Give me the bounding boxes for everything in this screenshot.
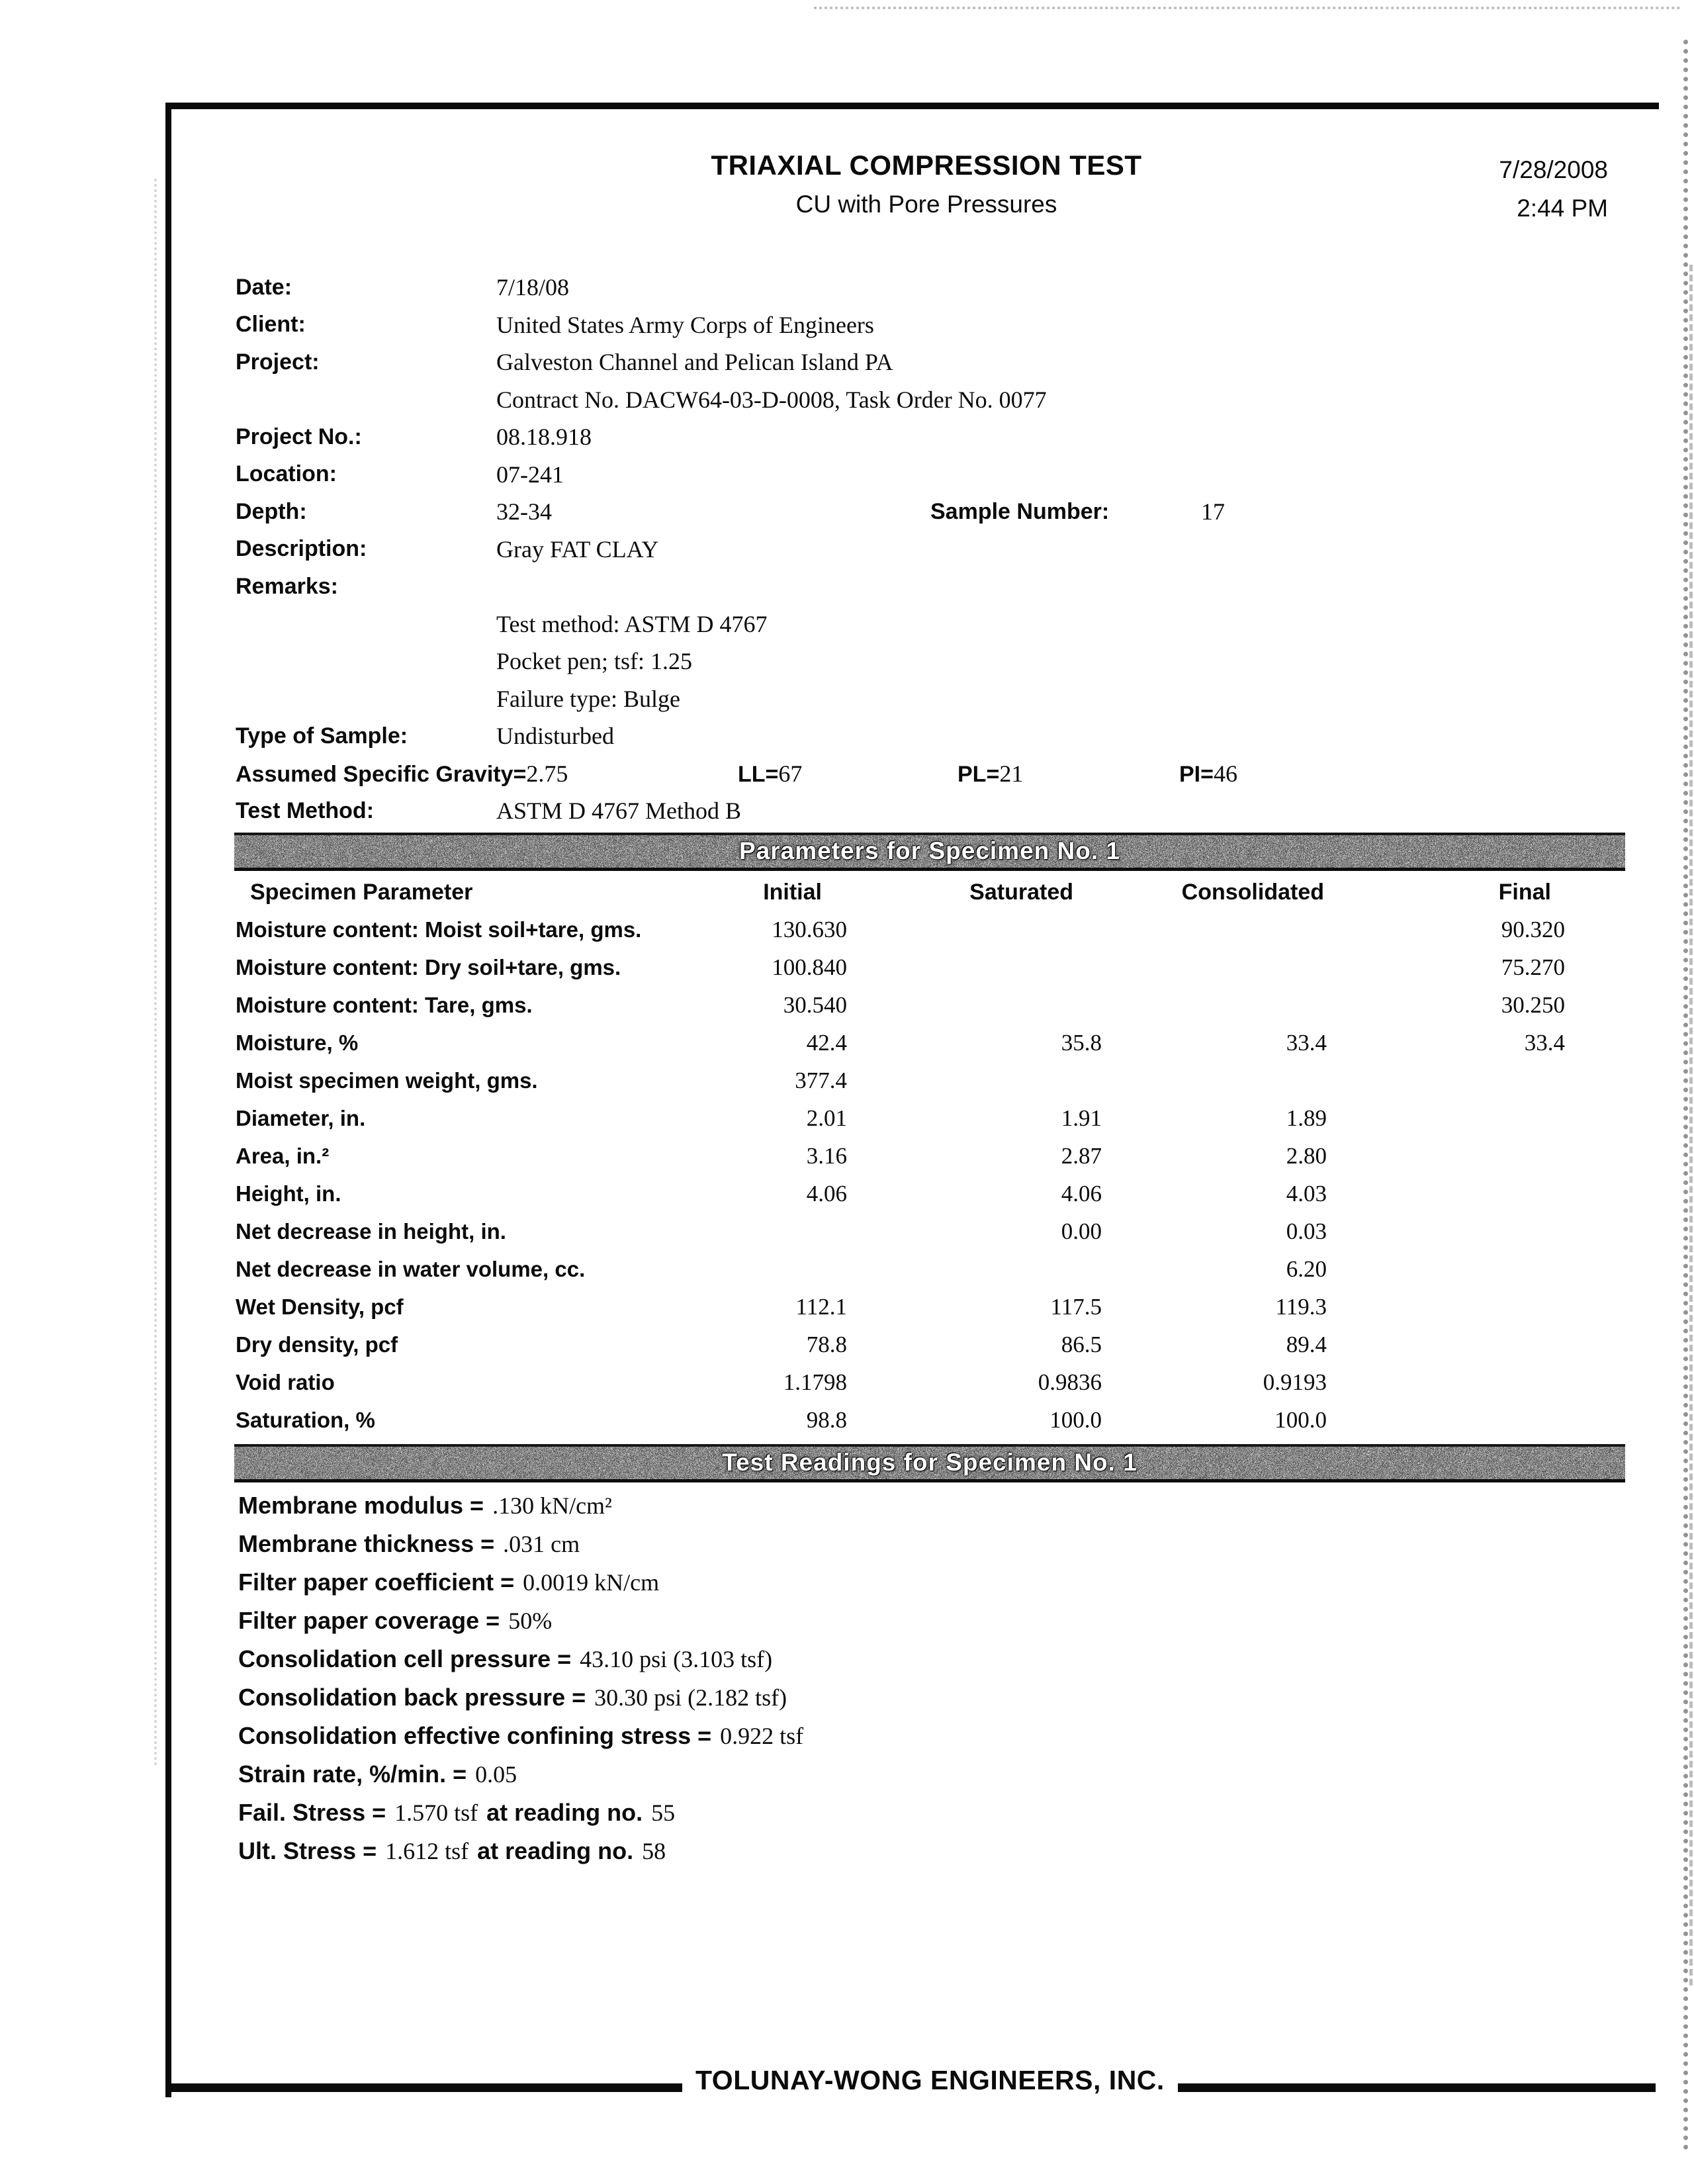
info-row-test-method bbox=[236, 792, 1047, 830]
reading-line bbox=[238, 1486, 803, 1525]
param-label: Diameter, in. bbox=[236, 1105, 366, 1130]
info-row bbox=[236, 643, 1047, 680]
scan-artifact-top bbox=[814, 7, 1681, 9]
reading-value: 1.570 tsf bbox=[394, 1799, 478, 1826]
reading-value: 43.10 psi (3.103 tsf) bbox=[580, 1646, 773, 1672]
field-label: Remarks: bbox=[236, 573, 338, 599]
table-row bbox=[236, 911, 1565, 948]
reading-line bbox=[238, 1717, 803, 1755]
sample-info-block bbox=[236, 269, 1237, 830]
liquid-limit bbox=[738, 760, 802, 788]
value-saturated: 100.0 bbox=[1049, 1406, 1102, 1433]
value-initial: 3.16 bbox=[806, 1142, 847, 1169]
sample-number-label: Sample Number: bbox=[930, 498, 1110, 524]
value-final: 75.270 bbox=[1501, 954, 1565, 980]
info-row bbox=[236, 568, 1047, 606]
param-label: Moisture, % bbox=[236, 1030, 359, 1055]
reading-label: Ult. Stress = bbox=[238, 1837, 377, 1864]
field-value: ASTM D 4767 Method B bbox=[496, 797, 742, 825]
reading-line bbox=[238, 1640, 803, 1678]
reading-line-ult-stress bbox=[238, 1832, 803, 1870]
reading-value: 0.922 tsf bbox=[720, 1723, 804, 1749]
plasticity-index bbox=[1179, 760, 1237, 788]
field-value: Test method: ASTM D 4767 bbox=[496, 610, 768, 637]
param-label: Moisture content: Moist soil+tare, gms. bbox=[236, 917, 642, 942]
value-saturated: 1.91 bbox=[1061, 1105, 1102, 1131]
value-saturated: 0.00 bbox=[1061, 1218, 1102, 1244]
reading-line bbox=[238, 1678, 803, 1717]
info-row bbox=[236, 717, 1047, 755]
table-row bbox=[236, 1137, 1565, 1175]
pi-value: 46 bbox=[1213, 760, 1237, 787]
reading-label: Strain rate, %/min. = bbox=[238, 1760, 467, 1788]
ll-value: 67 bbox=[778, 760, 803, 787]
document-subtitle: CU with Pore Pressures bbox=[795, 191, 1057, 218]
info-row bbox=[236, 381, 1047, 419]
param-label: Dry density, pcf bbox=[236, 1332, 398, 1357]
test-readings-section-banner bbox=[234, 1444, 1625, 1482]
pl-label: PL= bbox=[958, 761, 1000, 787]
gravity-value: 2.75 bbox=[526, 760, 568, 787]
param-label: Height, in. bbox=[236, 1181, 341, 1206]
reading-label: Consolidation cell pressure = bbox=[238, 1645, 572, 1672]
reading-value-2: 55 bbox=[651, 1799, 676, 1826]
scan-artifact-left bbox=[154, 179, 157, 1767]
value-consolidated: 0.03 bbox=[1286, 1218, 1327, 1244]
table-row bbox=[236, 1288, 1565, 1326]
field-label: Location: bbox=[236, 461, 337, 487]
value-initial: 4.06 bbox=[806, 1180, 847, 1206]
pl-value: 21 bbox=[999, 760, 1024, 787]
scan-artifact-right-2 bbox=[1689, 265, 1693, 1985]
table-header-row bbox=[236, 874, 1565, 911]
value-saturated: 35.8 bbox=[1061, 1029, 1102, 1056]
scan-artifact-right bbox=[1683, 40, 1688, 2151]
reading-label: Consolidation back pressure = bbox=[238, 1684, 586, 1711]
footer-rule-left bbox=[167, 2083, 682, 2092]
info-row bbox=[236, 269, 1047, 306]
value-saturated: 117.5 bbox=[1050, 1293, 1102, 1320]
param-label: Net decrease in height, in. bbox=[236, 1218, 506, 1244]
reading-value: 0.0019 kN/cm bbox=[523, 1569, 660, 1596]
value-final: 33.4 bbox=[1524, 1029, 1565, 1056]
field-value: 08.18.918 bbox=[496, 424, 592, 451]
field-value: Failure type: Bulge bbox=[496, 685, 680, 712]
field-value: Gray FAT CLAY bbox=[496, 535, 659, 563]
print-date: 7/28/2008 bbox=[1499, 156, 1608, 183]
document-header bbox=[582, 150, 1270, 218]
value-saturated: 86.5 bbox=[1061, 1331, 1102, 1357]
value-saturated: 2.87 bbox=[1061, 1142, 1102, 1169]
table-row bbox=[236, 1401, 1565, 1439]
info-row-gravity bbox=[236, 755, 1237, 793]
info-row bbox=[236, 680, 1047, 718]
value-initial: 1.1798 bbox=[783, 1369, 847, 1395]
ll-label: LL= bbox=[738, 761, 779, 787]
column-header: Initial bbox=[763, 879, 822, 905]
field-value: 7/18/08 bbox=[496, 274, 570, 301]
reading-line bbox=[238, 1755, 803, 1794]
reading-value-2: 58 bbox=[642, 1838, 666, 1864]
reading-line-fail-stress bbox=[238, 1794, 803, 1832]
value-initial: 78.8 bbox=[806, 1331, 847, 1357]
column-header: Final bbox=[1498, 879, 1551, 905]
print-time: 2:44 PM bbox=[1517, 195, 1608, 222]
info-row bbox=[236, 418, 1047, 456]
table-row bbox=[236, 1363, 1565, 1401]
reading-label: Filter paper coefficient = bbox=[238, 1569, 515, 1596]
sample-number-value: 17 bbox=[1201, 498, 1225, 525]
reading-label: Filter paper coverage = bbox=[238, 1607, 500, 1634]
field-value: United States Army Corps of Engineers bbox=[496, 311, 874, 338]
field-label: Type of Sample: bbox=[236, 723, 408, 749]
reading-value: 50% bbox=[508, 1608, 553, 1634]
info-row bbox=[236, 531, 1047, 569]
field-label: Date: bbox=[236, 274, 292, 300]
value-consolidated: 33.4 bbox=[1286, 1029, 1327, 1056]
field-label: Project: bbox=[236, 349, 320, 375]
column-header: Specimen Parameter bbox=[250, 879, 473, 905]
table-row bbox=[236, 1024, 1565, 1062]
footer-rule-right bbox=[1178, 2083, 1656, 2092]
value-consolidated: 119.3 bbox=[1275, 1293, 1327, 1320]
test-readings-block bbox=[238, 1486, 803, 1870]
reading-line bbox=[238, 1525, 803, 1563]
reading-label-2: at reading no. bbox=[486, 1799, 643, 1826]
value-final: 30.250 bbox=[1501, 991, 1565, 1018]
field-label: Description: bbox=[236, 536, 367, 562]
reading-label: Membrane thickness = bbox=[238, 1530, 495, 1557]
field-value: 32-34 bbox=[496, 498, 552, 525]
table-row bbox=[236, 1175, 1565, 1212]
plastic-limit bbox=[958, 760, 1023, 788]
info-row bbox=[236, 606, 1047, 643]
param-label: Moist specimen weight, gms. bbox=[236, 1068, 538, 1093]
param-label: Void ratio bbox=[236, 1369, 335, 1394]
value-initial: 130.630 bbox=[772, 916, 847, 942]
field-label: Project No.: bbox=[236, 424, 362, 449]
info-row bbox=[236, 456, 1047, 494]
value-consolidated: 6.20 bbox=[1286, 1255, 1327, 1282]
info-row bbox=[236, 343, 1047, 381]
table-row bbox=[236, 1326, 1565, 1363]
value-initial: 2.01 bbox=[806, 1105, 847, 1131]
print-datetime bbox=[1499, 151, 1608, 228]
value-consolidated: 2.80 bbox=[1286, 1142, 1327, 1169]
value-saturated: 0.9836 bbox=[1038, 1369, 1102, 1395]
value-initial: 377.4 bbox=[795, 1067, 847, 1093]
page-footer bbox=[167, 2065, 1656, 2096]
reading-label-2: at reading no. bbox=[477, 1837, 634, 1864]
table-row bbox=[236, 1212, 1565, 1250]
table-row bbox=[236, 1250, 1565, 1288]
value-consolidated: 4.03 bbox=[1286, 1180, 1327, 1206]
field-value: 07-241 bbox=[496, 461, 564, 488]
gravity-label-text: Assumed Specific Gravity= bbox=[236, 761, 527, 787]
param-label: Net decrease in water volume, cc. bbox=[236, 1256, 586, 1281]
param-label: Wet Density, pcf bbox=[236, 1294, 404, 1319]
table-row bbox=[236, 1062, 1565, 1099]
reading-value: .031 cm bbox=[503, 1531, 580, 1557]
field-value: Pocket pen; tsf: 1.25 bbox=[496, 648, 692, 675]
parameters-banner-title: Parameters for Specimen No. 1 bbox=[739, 837, 1120, 864]
gravity-label bbox=[236, 760, 568, 788]
company-name: TOLUNAY-WONG ENGINEERS, INC. bbox=[695, 2065, 1165, 2095]
reading-label: Membrane modulus = bbox=[238, 1492, 484, 1519]
value-initial: 98.8 bbox=[806, 1406, 847, 1433]
value-saturated: 4.06 bbox=[1061, 1180, 1102, 1206]
table-row bbox=[236, 948, 1565, 986]
document-title: TRIAXIAL COMPRESSION TEST bbox=[711, 150, 1142, 181]
field-label: Test Method: bbox=[236, 797, 375, 823]
reading-label: Consolidation effective confining stress = bbox=[238, 1722, 712, 1749]
value-final: 90.320 bbox=[1501, 916, 1565, 942]
param-label: Area, in.² bbox=[236, 1143, 330, 1168]
reading-value: 1.612 tsf bbox=[385, 1838, 469, 1864]
param-label: Saturation, % bbox=[236, 1407, 375, 1432]
value-consolidated: 1.89 bbox=[1286, 1105, 1327, 1131]
reading-line bbox=[238, 1563, 803, 1602]
param-label: Moisture content: Dry soil+tare, gms. bbox=[236, 954, 621, 979]
value-consolidated: 89.4 bbox=[1286, 1331, 1327, 1357]
reading-value: .130 kN/cm² bbox=[492, 1492, 612, 1519]
readings-banner-title: Test Readings for Specimen No. 1 bbox=[722, 1449, 1137, 1476]
specimen-parameters-table bbox=[236, 874, 1565, 1439]
value-initial: 100.840 bbox=[772, 954, 847, 980]
value-initial: 30.540 bbox=[783, 991, 847, 1018]
value-initial: 112.1 bbox=[795, 1293, 847, 1320]
info-row bbox=[236, 306, 1047, 344]
column-header: Consolidated bbox=[1181, 879, 1324, 905]
field-value: Undisturbed bbox=[496, 723, 614, 750]
value-consolidated: 100.0 bbox=[1274, 1406, 1327, 1433]
reading-line bbox=[238, 1602, 803, 1640]
reading-value: 30.30 psi (2.182 tsf) bbox=[594, 1684, 787, 1711]
reading-label: Fail. Stress = bbox=[238, 1799, 386, 1826]
table-row bbox=[236, 1099, 1565, 1137]
reading-value: 0.05 bbox=[475, 1761, 517, 1788]
field-value: Contract No. DACW64-03-D-0008, Task Order No. 0077 bbox=[496, 386, 1047, 413]
param-label: Moisture content: Tare, gms. bbox=[236, 992, 533, 1017]
table-row bbox=[236, 986, 1565, 1024]
column-header: Saturated bbox=[969, 879, 1073, 905]
field-label: Client: bbox=[236, 312, 306, 338]
info-row-depth-sample bbox=[236, 493, 1225, 531]
value-initial: 42.4 bbox=[806, 1029, 847, 1056]
value-consolidated: 0.9193 bbox=[1263, 1369, 1327, 1395]
field-label: Depth: bbox=[236, 498, 307, 524]
field-value: Galveston Channel and Pelican Island PA bbox=[496, 349, 893, 376]
pi-label: PI= bbox=[1179, 761, 1214, 787]
parameters-section-banner bbox=[234, 833, 1625, 871]
